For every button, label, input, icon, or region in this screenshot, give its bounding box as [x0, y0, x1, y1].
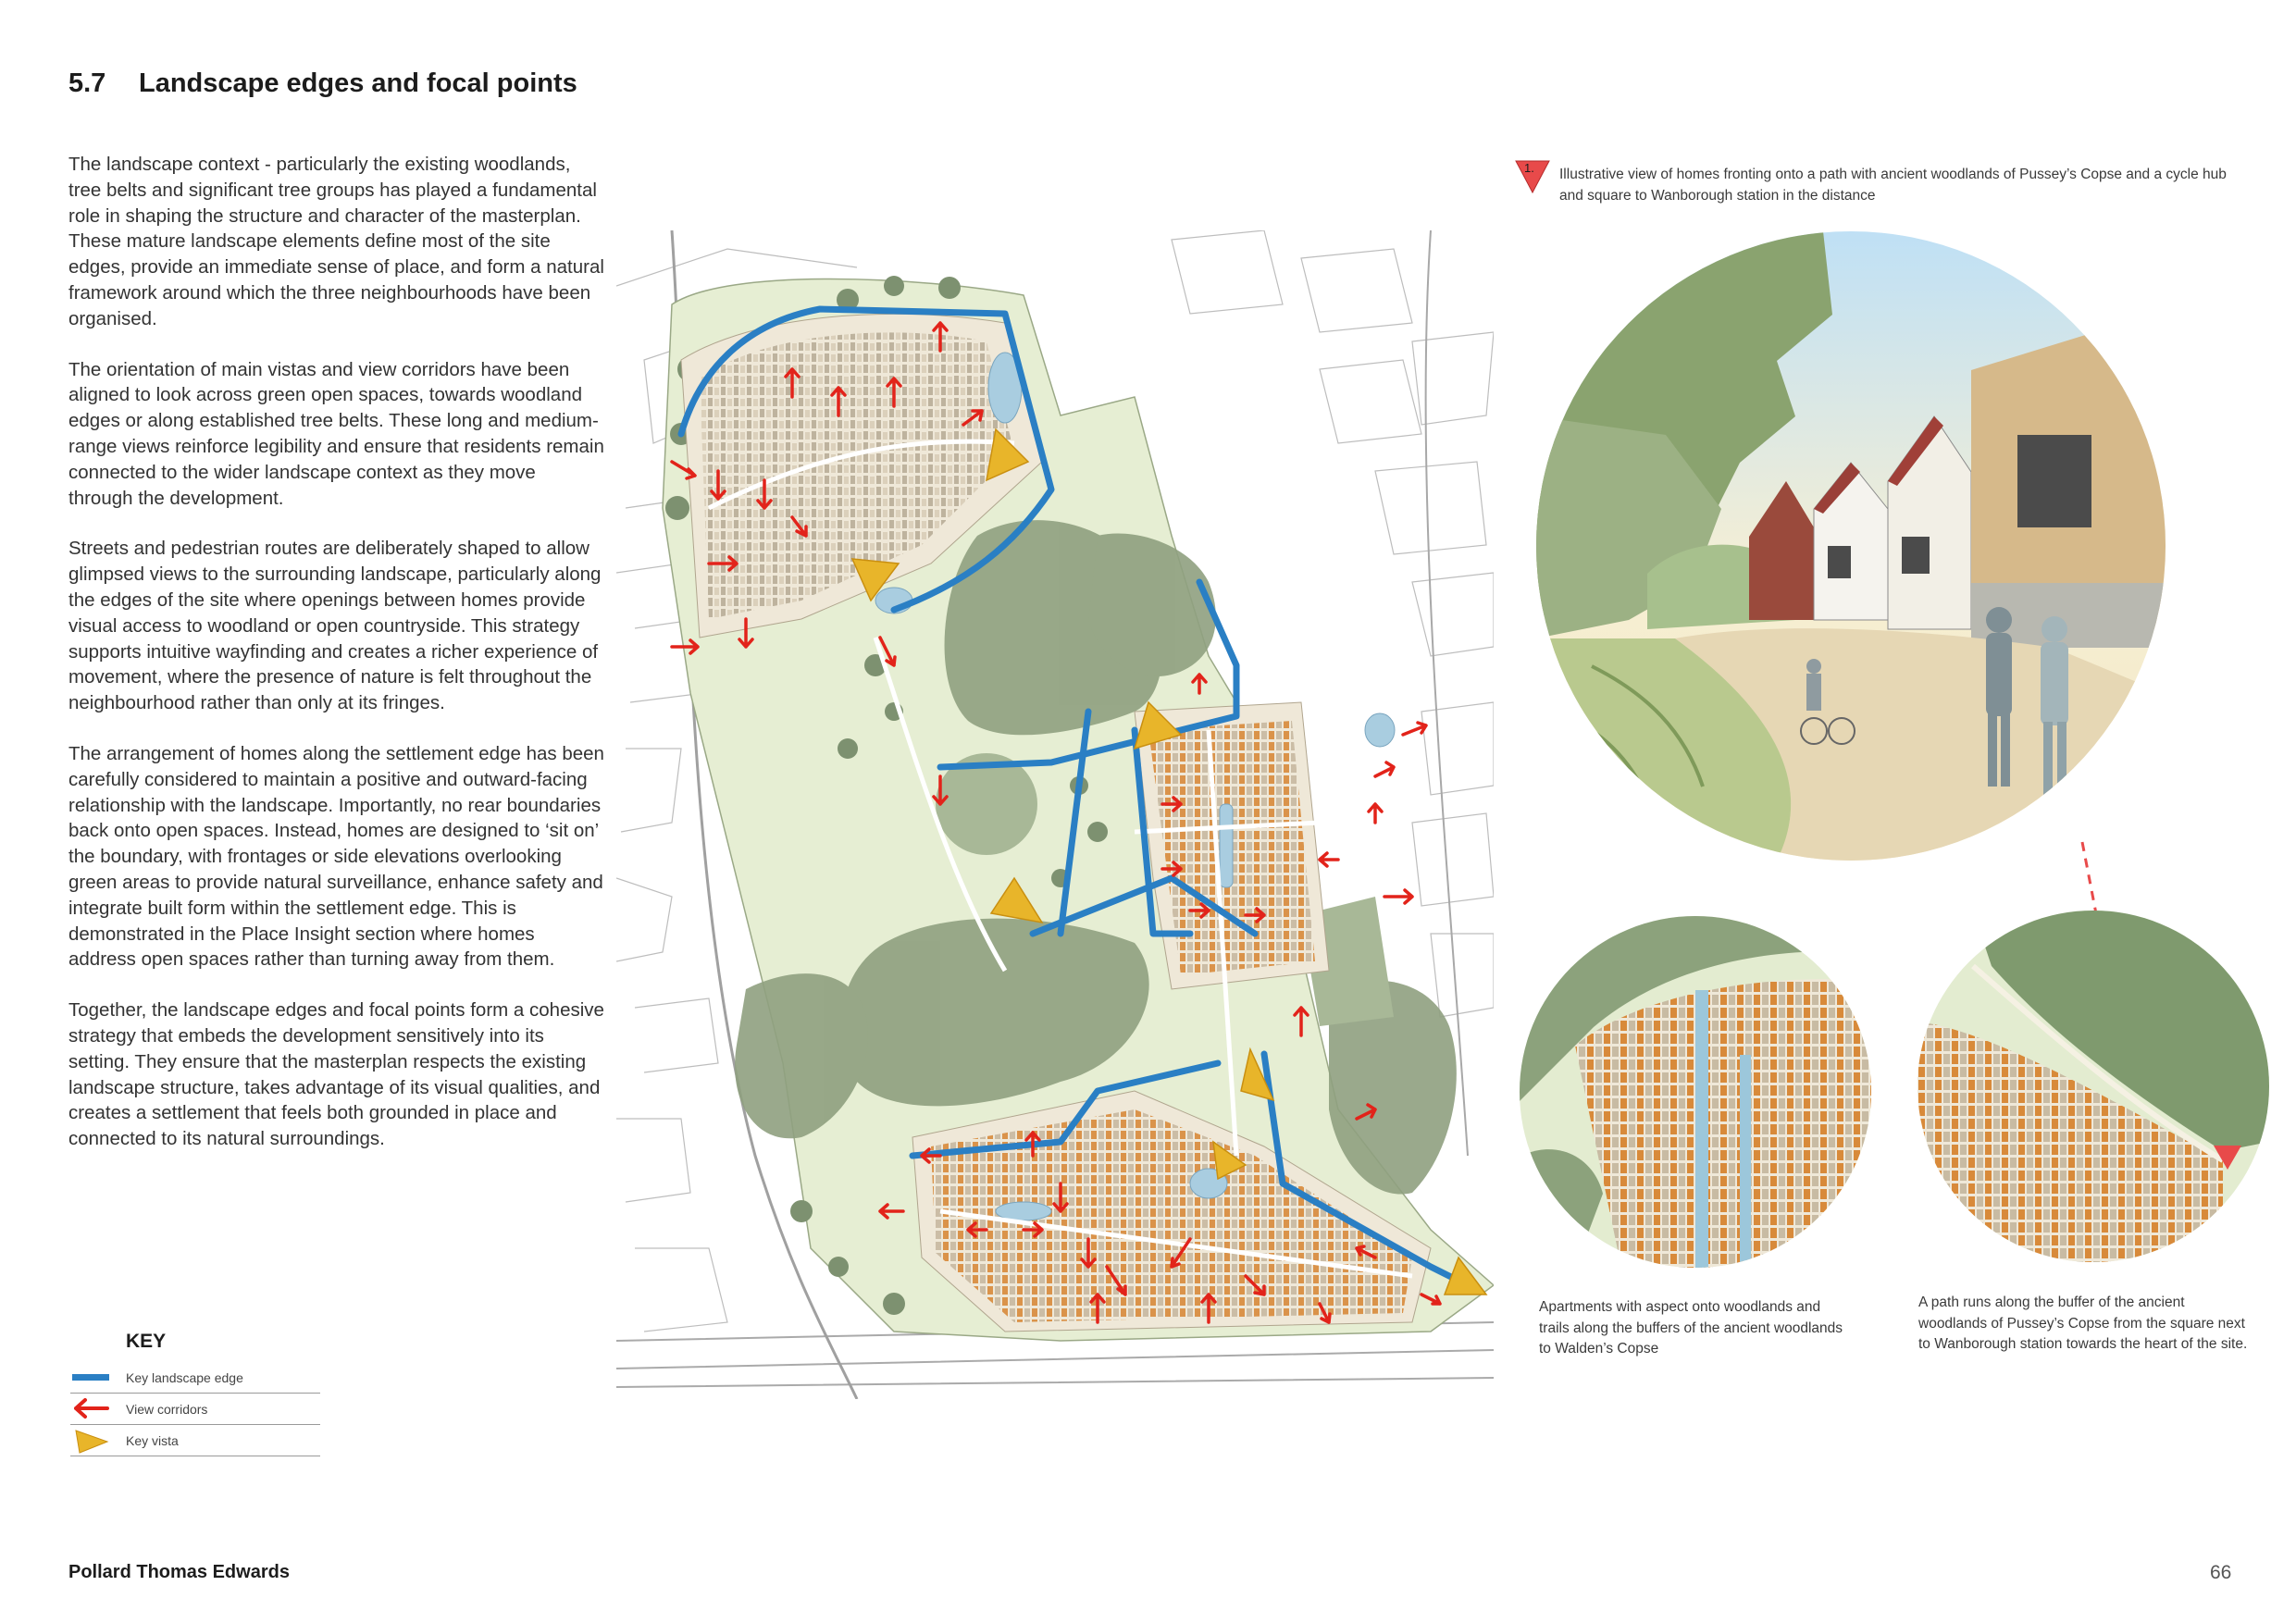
key-item-view-corridors — [70, 1394, 320, 1425]
key-label-landscape-edge: Key landscape edge — [126, 1369, 243, 1385]
footer-brand: Pollard Thomas Edwards — [68, 1562, 290, 1582]
red-arrow-icon — [70, 1394, 126, 1424]
key-title: KEY — [126, 1331, 167, 1352]
key-label-view-corridors: View corridors — [126, 1401, 208, 1417]
street-scene-illustration — [1536, 231, 2166, 861]
caption-path-buffer: A path runs along the buffer of the ancient woodlands of Pussey’s Copse from the square next to Wanborough station towards the heart of the site. — [1918, 1295, 2248, 1352]
body-text — [68, 152, 605, 1177]
masterplan-drawing — [616, 230, 1494, 1399]
viewpoint-marker — [1514, 157, 1551, 194]
yellow-triangle-icon — [70, 1425, 126, 1456]
section-title: Landscape edges and focal points — [139, 68, 577, 98]
paragraph-2: The orientation of main vistas and view corridors have been aligned to look across green open spaces, towards woodland edges or along established tree belts. These long and medium-range views reinforce legibility and ensure that residents remain connected to the wider landscape context as they move through the development. — [68, 358, 604, 509]
viewpoint-number: 1. — [1524, 161, 1534, 175]
apartments-aerial-image — [1520, 916, 1871, 1268]
key-item-key-vista — [70, 1425, 320, 1456]
illustrative-view-image — [1536, 231, 2166, 861]
masterplan-map — [616, 230, 1494, 1399]
caption-apartments: Apartments with aspect onto woodlands and trails along the buffers of the ancient woodlands to Walden’s Copse — [1539, 1299, 1843, 1357]
section-number: 5.7 — [68, 68, 106, 98]
path-buffer-aerial-illustration — [1917, 911, 2269, 1262]
paragraph-5: Together, the landscape edges and focal points form a cohesive strategy that embeds the development sensitively into its setting. They ensure that the masterplan respects the existing landscape structure, takes advantage of its visual qualities, and creates a settlement that feels both grounded in place and connected to its natural surroundings. — [68, 999, 604, 1150]
section-heading — [68, 68, 577, 99]
apartments-aerial-illustration — [1520, 916, 1871, 1268]
paragraph-4: The arrangement of homes along the settlement edge has been carefully considered to maintain a positive and outward-facing relationship with the landscape. Importantly, no rear boundaries back onto open spaces. Instead, homes are designed to ‘sit on’ the boundary, with frontages or side elevations overlooking green areas to provide natural surveillance, enhance safety and integrate built form within the settlement edge. This is demonstrated in the Place Insight section where homes address open spaces rather than turning away from them. — [68, 742, 604, 971]
map-key — [70, 1331, 320, 1456]
key-label-key-vista: Key vista — [126, 1432, 179, 1448]
page-number: 66 — [2210, 1562, 2232, 1583]
paragraph-1: The landscape context - particularly the existing woodlands, tree belts and significant tree groups has played a fundamental role in shaping the structure and character of the masterplan. These mature landscape elements define most of the site edges, provide an immediate sense of place, and form a natural framework around which the three neighbourhoods have been organised. — [68, 154, 604, 329]
path-buffer-aerial-image — [1917, 911, 2269, 1262]
blue-line-icon — [70, 1362, 126, 1393]
key-item-landscape-edge — [70, 1362, 320, 1394]
paragraph-3: Streets and pedestrian routes are deliberately shaped to allow glimpsed views to the surrounding landscape, particularly along the edges of the site where openings between homes provide visual access to woodland or open countryside. This strategy supports intuitive wayfinding and creates a richer experience of movement, where the presence of nature is felt throughout the neighbourhood rather than only at its fringes. — [68, 538, 602, 714]
caption-illustrative-view: Illustrative view of homes fronting onto a path with ancient woodlands of Pussey’s Copse and a cycle hub and square to Wanborough station in the distance — [1559, 167, 2227, 204]
